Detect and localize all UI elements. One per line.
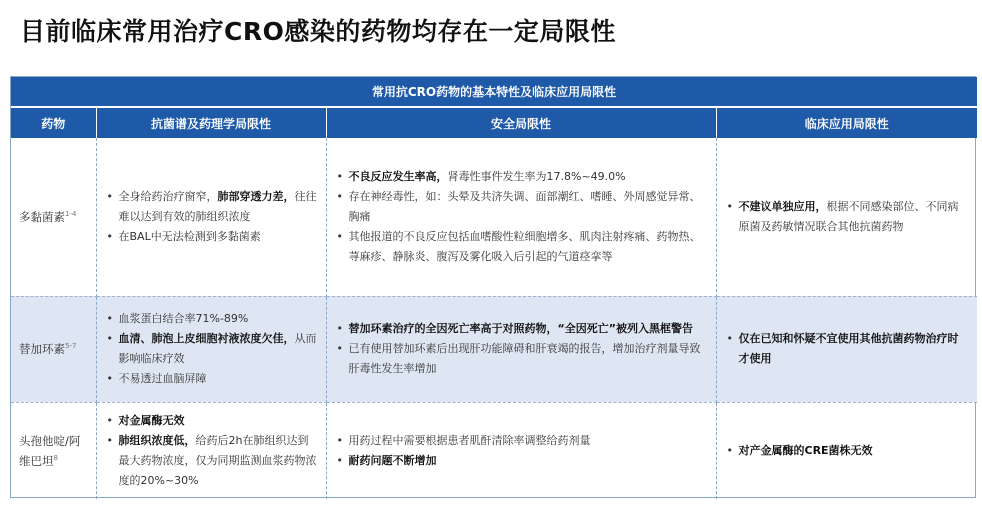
table-caption: 常用抗CRO药物的基本特性及临床应用局限性 [11, 77, 977, 107]
drug-cell [11, 402, 96, 499]
bullet-text: 在BAL中无法检测到多黏菌素 [118, 229, 261, 243]
safety-cell [326, 296, 716, 402]
table-row [11, 138, 977, 296]
drug-name: 多黏菌素 [19, 209, 65, 224]
pharmacology-cell [96, 296, 326, 402]
clinical-list [725, 329, 970, 369]
bullet-bold-text: 对金属酶无效 [118, 413, 185, 427]
bullet-text: 全身给药治疗窗窄， [118, 189, 218, 203]
drug-reference: 8 [53, 453, 58, 462]
bullet-item [105, 227, 318, 247]
bullet-bold-text: 不良反应发生率高， [348, 169, 448, 183]
clinical-cell [716, 402, 977, 499]
bullet-item [105, 309, 318, 329]
pharmacology-cell [96, 138, 326, 296]
table-row [11, 296, 977, 402]
clinical-list [725, 197, 970, 237]
bullet-item [335, 451, 708, 471]
pharmacology-list [105, 309, 318, 389]
bullet-item [725, 329, 970, 369]
table-row [11, 402, 977, 499]
header-pharmacology: 抗菌谱及药理学局限性 [96, 107, 326, 138]
safety-list [335, 431, 708, 471]
bullet-bold-text: 替加环素治疗的全因死亡率高于对照药物，“全因死亡”被列入黑框警告 [348, 322, 693, 335]
bullet-text: 从而影响临床疗效 [118, 332, 317, 365]
bullet-item [725, 197, 970, 237]
pharmacology-list [105, 411, 318, 491]
clinical-cell [716, 138, 977, 296]
bullet-bold-text: 血清、肺泡上皮细胞衬液浓度欠佳， [118, 332, 295, 345]
safety-cell [326, 138, 716, 296]
drug-limitations-table [10, 76, 976, 498]
bullet-item [335, 187, 708, 227]
clinical-cell [716, 296, 977, 402]
bullet-item [105, 369, 318, 389]
drug-reference: 1-4 [65, 209, 77, 218]
pharmacology-list [105, 187, 318, 247]
bullet-item [335, 431, 708, 451]
bullet-bold-text: 不建议单独应用， [738, 199, 827, 213]
bullet-text: 存在神经毒性，如：头晕及共济失调、面部潮红、嗜睡、外周感觉异常、胸痛 [348, 189, 701, 223]
bullet-item [335, 319, 708, 339]
drug-cell [11, 296, 96, 402]
bullet-text: 血浆蛋白结合率71%-89% [118, 312, 249, 325]
bullet-item [105, 329, 318, 369]
bullet-item [335, 339, 708, 379]
clinical-list [725, 441, 970, 461]
bullet-bold-text: 肺部穿透力差， [217, 189, 295, 203]
drug-cell [11, 138, 96, 296]
bullet-text: 用药过程中需要根据患者肌酐清除率调整给药剂量 [348, 433, 591, 447]
bullet-item [105, 187, 318, 227]
header-safety: 安全局限性 [326, 107, 716, 138]
bullet-text: 已有使用替加环素后出现肝功能障碍和肝衰竭的报告，增加治疗剂量导致肝毒性发生率增加 [348, 342, 701, 375]
drug-name: 头孢他啶/阿维巴坦 [19, 433, 81, 468]
bullet-item [105, 411, 318, 431]
bullet-bold-text: 耐药问题不断增加 [348, 453, 437, 467]
safety-cell [326, 402, 716, 499]
bullet-text: 肾毒性事件发生率为17.8%~49.0% [447, 169, 626, 183]
bullet-item [335, 167, 708, 187]
header-clinical: 临床应用局限性 [716, 107, 977, 138]
safety-list [335, 167, 708, 267]
drug-reference: 5-7 [65, 342, 77, 351]
bullet-text: 不易透过血脑屏障 [118, 372, 207, 385]
bullet-bold-text: 仅在已知和怀疑不宜使用其他抗菌药物治疗时才使用 [738, 332, 959, 365]
bullet-item [105, 431, 318, 491]
bullet-text: 其他报道的不良反应包括血嗜酸性粒细胞增多、肌肉注射疼痛、药物热、荨麻疹、静脉炎、腹泻及雾化吸入后引起的气道痉挛等 [348, 229, 701, 263]
header-drug: 药物 [11, 107, 96, 138]
bullet-item [335, 227, 708, 267]
bullet-text: 根据不同感染部位、不同病原菌及药敏情况联合其他抗菌药物 [738, 199, 959, 233]
pharmacology-cell [96, 402, 326, 499]
page-title: 目前临床常用治疗CRO感染的药物均存在一定局限性 [20, 17, 616, 46]
table-body [11, 138, 977, 499]
bullet-item [725, 441, 970, 461]
bullet-text: 给药后2h在肺组织达到最大药物浓度，仅为同期监测血浆药物浓度的20%~30% [118, 433, 317, 487]
drug-name: 替加环素 [19, 342, 65, 356]
bullet-text: 往往难以达到有效的肺组织浓度 [118, 189, 317, 223]
bullet-bold-text: 对产金属酶的CRE菌株无效 [738, 443, 873, 457]
bullet-bold-text: 肺组织浓度低， [118, 433, 196, 447]
safety-list [335, 319, 708, 379]
